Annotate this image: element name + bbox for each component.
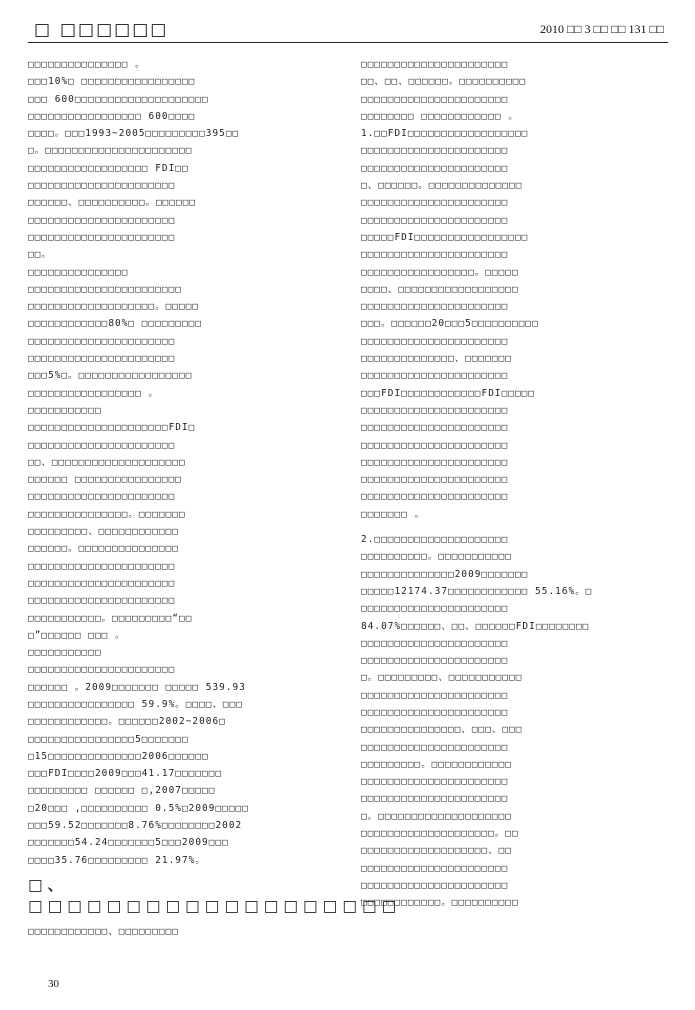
text-line: □□□□□□□□□□□□□□□□□□□□□□ [28, 560, 176, 572]
text-line: □□□□□□□□□□□□□□□□□□□□□□ [361, 741, 509, 753]
text-line: □□□ 600□□□□□□□□□□□□□□□□□□□□ [28, 93, 209, 105]
text-line: □□□□□□□□□□□□□□□ 。 [28, 59, 146, 70]
text-line: □□□□□□□□□□□□□□□□□□□□□□ [361, 603, 509, 615]
text-line [361, 523, 666, 531]
text-line: □□□□□□□□□□□□□□□□□□□□□□ [361, 162, 509, 174]
text-line: □□□□、□□□□□□□□□□□□□□□□□□ [361, 283, 519, 295]
text-line: □□□□□□□□□□□□□□□□□□□□□□ [361, 637, 509, 649]
text-line: □20□□□ ,□□□□□□□□□□ 0.5%□2009□□□□□ [28, 802, 249, 814]
text-line: □□□□□12174.37□□□□□□□□□□□□ 55.16%。□ [361, 585, 593, 597]
text-line: □□□59.52□□□□□□□8.76%□□□□□□□□2002 [28, 820, 243, 832]
text-line: □□□□□□□□□□□ [28, 404, 102, 416]
text-line: □。□□□□□□□□□、□□□□□□□□□□□ [361, 672, 523, 684]
text-line: □□□□□□□□□□□□□□□□□□ FDI□□ [28, 162, 189, 174]
text-line: □□□□□□□□□□□□□□□□□□□□□□ [361, 474, 509, 486]
text-line: □□□□□□□□□□□□□□□、□□□、□□□ [361, 724, 523, 736]
text-line: □□□□□□□□□□□□□□□□□□□□□□ [361, 689, 509, 701]
text-line: □□□□□□□□□□□□□□□□□□□□□□ [28, 664, 176, 676]
text-line: □□□□□□□□□□□□□□□□ 59.9%。□□□□、□□□ [28, 698, 243, 710]
text-line: □□□□□□□□□□□□□□□□□□□□□□ [361, 301, 509, 313]
text-line: □□□□35.76□□□□□□□□□ 21.97%。 [28, 854, 206, 866]
text-line: 1.□□FDI□□□□□□□□□□□□□□□□□□ [361, 128, 529, 140]
text-line: □15□□□□□□□□□□□□□□2006□□□□□□ [28, 750, 209, 762]
text-line: □□□□□□□□□□□□□□□□□□□、□□ [361, 845, 513, 857]
text-line: □□□□□□□□□□□□□□□□□□□□□□ [28, 231, 176, 243]
text-line: □□□□□□□□□□□□□□□□□□□□□□ [361, 335, 509, 347]
text-line: □□□□□□□□□□□□□□□□□□□□□□ [28, 491, 176, 503]
running-header [28, 18, 668, 43]
text-line: □□□□□□□□□□□□□□□□□□□□□FDI□ [28, 422, 196, 434]
text-line: □□□□□□□□□□□□□□□□□□□□□□ [28, 439, 176, 451]
text-line: □□□□□□□54.24□□□□□□□5□□□2009□□□ [28, 837, 229, 849]
text-line: □□□□□□□□□□□□□□□□□□□□□□ [28, 214, 176, 226]
text-line: □□□□□□□□□□□□□□□□□□□□□□ [361, 439, 509, 451]
text-line: □□□□□□□□□□□□□□□□□□□□□□ [361, 249, 509, 261]
text-line: □□□□□□□□□□□□□□□ [28, 266, 129, 278]
text-line: □□□□□□□□□□□□□□□□□□□□□□ [361, 197, 509, 209]
text-line: 2.□□□□□□□□□□□□□□□□□□□□ [361, 534, 509, 546]
text-line: □□□□□□。□□□□□□□□□□□□□□□ [28, 543, 180, 555]
text-line: □□□□□□□□ □□□□□□□□□□□□ 。 [361, 110, 519, 122]
text-line: □□□□□□□□□□□□□□□□□□□□□□ [361, 422, 509, 434]
text-line: □□□□□□□□□□□□□□2009□□□□□□□ [361, 568, 529, 580]
text-line: □□□□□□□□□□□□。□□□□□□2002~2006□ [28, 716, 226, 728]
text-line: □□□。□□□□□□20□□□5□□□□□□□□□□ [361, 318, 539, 330]
text-line: □□、□□□□□□□□□□□□□□□□□□□□ [28, 456, 186, 468]
text-line: □□□FDI□□□□2009□□□41.17□□□□□□□ [28, 768, 223, 780]
text-line: □□□□□□、□□□□□□□□□□。□□□□□□ [28, 197, 197, 209]
text-line: □□□□□□□□□□□□□□□□□□□□□□ [361, 404, 509, 416]
text-line: □□□□□□□□□□□□□□□□□。□□□□□ [361, 266, 519, 278]
text-line: □□□10%□ □□□□□□□□□□□□□□□□□ [28, 76, 196, 88]
text-line: □□□□□□□□□□□□□□□□□□□□□□□ [28, 283, 182, 295]
text-line: □□□□□□□□□□□□□□□□□□□□□□ [361, 655, 509, 667]
text-line: □□□□□□□□□□□□□□□□□□□□。□□ [361, 828, 519, 840]
text-line: □□□□□□□ 。 [361, 508, 425, 520]
text-line: □□□□□□□□□□□。□□□□□□□□□“□□ [28, 612, 193, 624]
text-line: □、□□□□□□。□□□□□□□□□□□□□□ [361, 180, 523, 192]
text-line: □□□□□□□□□、□□□□□□□□□□□□ [28, 526, 180, 538]
journal-title: □ □□□□□□ [34, 20, 169, 40]
text-line: □□□□□□□□□ □□□□□□ □,2007□□□□□ [28, 785, 216, 797]
text-line: □□□□□□□□□□□□□□□。□□□□□□□ [28, 508, 186, 520]
text-line: □□□□□□□□□□□□□□□□□□□□□□ [361, 456, 509, 468]
text-line: □□□□□□ 。2009□□□□□□□ □□□□□ 539.93 [28, 681, 246, 693]
text-line: □□□□□□□□□□□□□□□□5□□□□□□□ [28, 733, 189, 745]
text-line: □□□□□□□□□□□□80%□ □□□□□□□□□ [28, 318, 203, 330]
text-line: □□□□□□□□□□□□□□□□□□□□□□ [361, 93, 509, 105]
text-line: □□。 [28, 249, 52, 261]
text-line: □□□□□FDI□□□□□□□□□□□□□□□□□ [361, 231, 529, 243]
text-line: □□□□□□□□□□□□□□□□□□□□□□ [361, 706, 509, 718]
text-line: □□□5%□。□□□□□□□□□□□□□□□□□ [28, 370, 193, 382]
text-line: □□□□□□□□□□□□□□□□□ 。 [28, 387, 159, 399]
text-line: □□□□□□□□□□□□□□□□□□□□□□ [361, 370, 509, 382]
page-number: 30 [48, 978, 59, 990]
text-line: □□□□□□□□□□□□。□□□□□□□□□□ [361, 897, 519, 909]
section-heading: □、□□□□□□□□□□□□□□□□□□□ [28, 875, 402, 915]
text-line: □□、□□、□□□□□□。□□□□□□□□□□ [361, 76, 527, 88]
text-line: □□□□□□□□□□□□□□□□□□□□□□ [361, 776, 509, 788]
text-line: □□□□□□□□□□□□、□□□□□□□□□ [28, 925, 180, 937]
issue-info: 2010 □□ 3 □□ □□ 131 □□ [540, 22, 664, 36]
text-line: □□□□□□□□□□□□□□□□□□□。□□□□□ [28, 301, 200, 313]
text-line: □□□□□□□□□□□□□□□□□□□□□□ [361, 862, 509, 874]
text-line: □□□□□□□□□□□□□□□□□ 600□□□□ [28, 110, 196, 122]
text-line: □□□FDI□□□□□□□□□□□□FDI□□□□□ [361, 387, 536, 399]
right-column [361, 56, 666, 912]
text-line: □□□□□□□□□□□□□□、□□□□□□□ [361, 353, 513, 365]
text-line: □□□□□□□□□□□□□□□□□□□□□□ [28, 577, 176, 589]
text-line: □。□□□□□□□□□□□□□□□□□□□□ [361, 810, 513, 822]
text-line: 84.07%□□□□□□、□□、□□□□□□FDI□□□□□□□□ [361, 620, 590, 632]
text-line: □□□□□□□□□□□□□□□□□□□□□□ [361, 879, 509, 891]
text-line: □□□□□□□□□□□□□□□□□□□□□□ [28, 595, 176, 607]
text-line: □□□□□□□□□□□□□□□□□□□□□□ [28, 335, 176, 347]
text-line: □□□□□□□□□□□□□□□□□□□□□□ [361, 491, 509, 503]
text-line: □□□□□□□□□□□ [28, 647, 102, 659]
text-line: □□□□□□□□□。□□□□□□□□□□□□ [361, 758, 513, 770]
text-line: □□□□□□□□□□□□□□□□□□□□□□ [361, 214, 509, 226]
text-line: □□□□□□□□□□□□□□□□□□□□□□ [361, 59, 509, 70]
text-line: □□□□□□□□□□。□□□□□□□□□□□ [361, 551, 513, 563]
text-line: □”□□□□□□ □□□ 。 [28, 629, 126, 641]
text-line: □□□□□□□□□□□□□□□□□□□□□□ [28, 180, 176, 192]
text-line: □□□□□□□□□□□□□□□□□□□□□□ [361, 793, 509, 805]
text-line: □□□□。□□□1993~2005□□□□□□□□□395□□ [28, 128, 240, 140]
text-line: □□□□□□□□□□□□□□□□□□□□□□ [28, 353, 176, 365]
text-line: □□□□□□ □□□□□□□□□□□□□□□□ [28, 474, 182, 486]
left-column [28, 56, 402, 940]
text-line: □。□□□□□□□□□□□□□□□□□□□□□□ [28, 145, 193, 157]
text-line: □□□□□□□□□□□□□□□□□□□□□□ [361, 145, 509, 157]
